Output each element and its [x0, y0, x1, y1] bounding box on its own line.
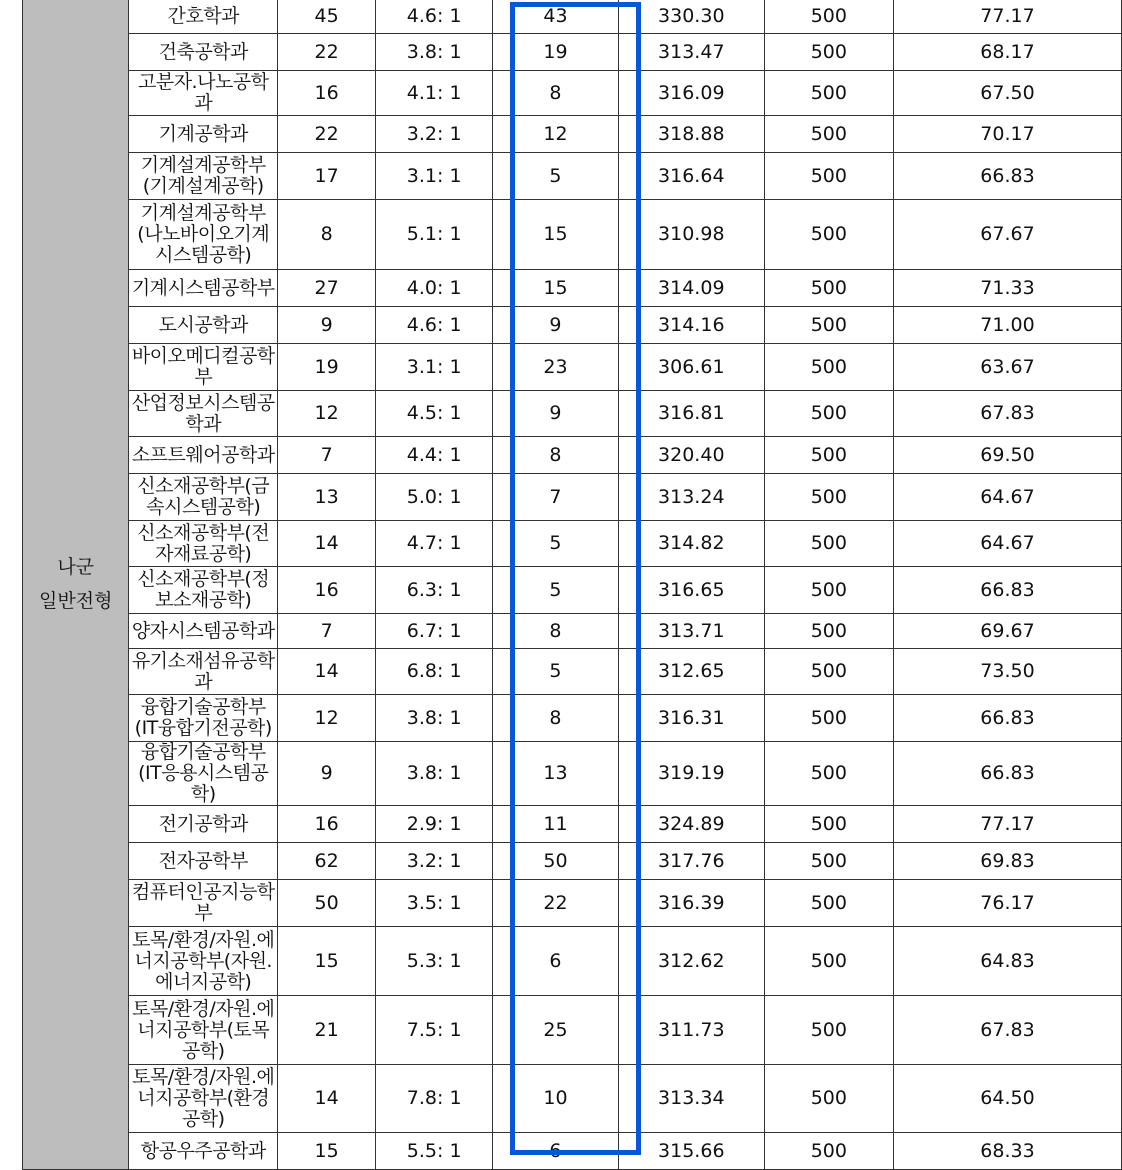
ratio-cell: 3.2: 1 [376, 843, 493, 880]
percent-cell: 66.83 [893, 153, 1121, 200]
table-row [23, 307, 1122, 344]
score-cell: 316.39 [618, 880, 764, 927]
table-row [23, 880, 1122, 927]
waitlist-cell: 50 [493, 843, 619, 880]
percent-cell: 71.00 [893, 307, 1121, 344]
ratio-cell: 4.6: 1 [376, 0, 493, 34]
quota-cell: 9 [278, 307, 376, 344]
score-cell: 312.65 [618, 649, 764, 695]
waitlist-cell: 8 [493, 71, 619, 116]
percent-cell: 67.83 [893, 996, 1121, 1065]
ratio-cell: 6.7: 1 [376, 614, 493, 649]
category-line2: 일반전형 [39, 590, 113, 612]
full-score-cell: 500 [764, 649, 893, 695]
score-cell: 324.89 [618, 806, 764, 843]
table-row [23, 474, 1122, 521]
quota-cell: 16 [278, 806, 376, 843]
full-score-cell: 500 [764, 1065, 893, 1133]
department-cell: 건축공학과 [129, 34, 278, 71]
percent-cell: 64.50 [893, 1065, 1121, 1133]
department-cell: 토목/환경/자원.에너지공학부(토목공학) [129, 996, 278, 1065]
quota-cell: 19 [278, 344, 376, 391]
department-cell: 토목/환경/자원.에너지공학부(자원.에너지공학) [129, 927, 278, 996]
ratio-cell: 3.5: 1 [376, 880, 493, 927]
waitlist-cell: 43 [493, 0, 619, 34]
department-cell: 전자공학부 [129, 843, 278, 880]
quota-cell: 7 [278, 614, 376, 649]
percent-cell: 63.67 [893, 344, 1121, 391]
table-row [23, 996, 1122, 1065]
full-score-cell: 500 [764, 880, 893, 927]
table-row [23, 116, 1122, 153]
score-cell: 316.81 [618, 391, 764, 437]
table-row [23, 34, 1122, 71]
table-row [23, 437, 1122, 474]
ratio-cell: 4.5: 1 [376, 391, 493, 437]
quota-cell: 13 [278, 474, 376, 521]
ratio-cell: 3.1: 1 [376, 153, 493, 200]
quota-cell: 62 [278, 843, 376, 880]
table-row [23, 806, 1122, 843]
quota-cell: 7 [278, 437, 376, 474]
table-row [23, 1065, 1122, 1133]
quota-cell: 16 [278, 567, 376, 614]
table-row [23, 614, 1122, 649]
percent-cell: 67.50 [893, 71, 1121, 116]
full-score-cell: 500 [764, 996, 893, 1065]
ratio-cell: 3.8: 1 [376, 34, 493, 71]
waitlist-cell: 9 [493, 307, 619, 344]
full-score-cell: 500 [764, 742, 893, 806]
percent-cell: 71.33 [893, 270, 1121, 307]
admission-results-table [22, 0, 1122, 1170]
waitlist-cell: 22 [493, 880, 619, 927]
quota-cell: 14 [278, 521, 376, 567]
waitlist-cell: 8 [493, 437, 619, 474]
waitlist-cell: 7 [493, 474, 619, 521]
full-score-cell: 500 [764, 567, 893, 614]
score-cell: 311.73 [618, 996, 764, 1065]
ratio-cell: 4.0: 1 [376, 270, 493, 307]
full-score-cell: 500 [764, 1133, 893, 1170]
ratio-cell: 6.3: 1 [376, 567, 493, 614]
quota-cell: 8 [278, 200, 376, 270]
score-cell: 310.98 [618, 200, 764, 270]
department-cell: 바이오메디컬공학부 [129, 344, 278, 391]
quota-cell: 14 [278, 649, 376, 695]
quota-cell: 27 [278, 270, 376, 307]
score-cell: 314.16 [618, 307, 764, 344]
quota-cell: 14 [278, 1065, 376, 1133]
percent-cell: 64.67 [893, 521, 1121, 567]
department-cell: 융합기술공학부(IT융합기전공학) [129, 695, 278, 742]
full-score-cell: 500 [764, 116, 893, 153]
quota-cell: 9 [278, 742, 376, 806]
score-cell: 313.24 [618, 474, 764, 521]
table-row [23, 344, 1122, 391]
waitlist-cell: 10 [493, 1065, 619, 1133]
score-cell: 316.64 [618, 153, 764, 200]
waitlist-cell: 13 [493, 742, 619, 806]
ratio-cell: 4.6: 1 [376, 307, 493, 344]
waitlist-cell: 9 [493, 391, 619, 437]
department-cell: 신소재공학부(전자재료공학) [129, 521, 278, 567]
ratio-cell: 2.9: 1 [376, 806, 493, 843]
waitlist-cell: 11 [493, 806, 619, 843]
score-cell: 313.47 [618, 34, 764, 71]
percent-cell: 68.17 [893, 34, 1121, 71]
full-score-cell: 500 [764, 200, 893, 270]
full-score-cell: 500 [764, 391, 893, 437]
ratio-cell: 4.4: 1 [376, 437, 493, 474]
score-cell: 316.31 [618, 695, 764, 742]
percent-cell: 76.17 [893, 880, 1121, 927]
table-row [23, 649, 1122, 695]
waitlist-cell: 23 [493, 344, 619, 391]
department-cell: 전기공학과 [129, 806, 278, 843]
quota-cell: 15 [278, 1133, 376, 1170]
ratio-cell: 5.0: 1 [376, 474, 493, 521]
table-row [23, 391, 1122, 437]
full-score-cell: 500 [764, 806, 893, 843]
full-score-cell: 500 [764, 843, 893, 880]
score-cell: 314.82 [618, 521, 764, 567]
quota-cell: 22 [278, 34, 376, 71]
ratio-cell: 4.1: 1 [376, 71, 493, 116]
department-cell: 항공우주공학과 [129, 1133, 278, 1170]
waitlist-cell: 15 [493, 270, 619, 307]
department-cell: 신소재공학부(금속시스템공학) [129, 474, 278, 521]
score-cell: 320.40 [618, 437, 764, 474]
waitlist-cell: 19 [493, 34, 619, 71]
ratio-cell: 7.8: 1 [376, 1065, 493, 1133]
table-row [23, 153, 1122, 200]
waitlist-cell: 6 [493, 1133, 619, 1170]
percent-cell: 66.83 [893, 742, 1121, 806]
percent-cell: 69.50 [893, 437, 1121, 474]
full-score-cell: 500 [764, 474, 893, 521]
department-cell: 신소재공학부(정보소재공학) [129, 567, 278, 614]
department-cell: 고분자.나노공학과 [129, 71, 278, 116]
percent-cell: 69.83 [893, 843, 1121, 880]
percent-cell: 64.67 [893, 474, 1121, 521]
category-cell [23, 0, 129, 1170]
percent-cell: 64.83 [893, 927, 1121, 996]
ratio-cell: 5.5: 1 [376, 1133, 493, 1170]
waitlist-cell: 6 [493, 927, 619, 996]
table-row [23, 927, 1122, 996]
score-cell: 315.66 [618, 1133, 764, 1170]
full-score-cell: 500 [764, 71, 893, 116]
quota-cell: 12 [278, 695, 376, 742]
score-cell: 312.62 [618, 927, 764, 996]
ratio-cell: 3.1: 1 [376, 344, 493, 391]
table-row [23, 567, 1122, 614]
ratio-cell: 3.8: 1 [376, 695, 493, 742]
quota-cell: 50 [278, 880, 376, 927]
quota-cell: 21 [278, 996, 376, 1065]
waitlist-cell: 5 [493, 567, 619, 614]
table-row [23, 843, 1122, 880]
percent-cell: 67.83 [893, 391, 1121, 437]
ratio-cell: 5.3: 1 [376, 927, 493, 996]
percent-cell: 73.50 [893, 649, 1121, 695]
waitlist-cell: 15 [493, 200, 619, 270]
score-cell: 317.76 [618, 843, 764, 880]
full-score-cell: 500 [764, 927, 893, 996]
department-cell: 토목/환경/자원.에너지공학부(환경공학) [129, 1065, 278, 1133]
percent-cell: 66.83 [893, 567, 1121, 614]
full-score-cell: 500 [764, 437, 893, 474]
score-cell: 318.88 [618, 116, 764, 153]
department-cell: 기계설계공학부(기계설계공학) [129, 153, 278, 200]
full-score-cell: 500 [764, 614, 893, 649]
waitlist-cell: 8 [493, 614, 619, 649]
department-cell: 기계공학과 [129, 116, 278, 153]
department-cell: 컴퓨터인공지능학부 [129, 880, 278, 927]
table-row [23, 521, 1122, 567]
percent-cell: 77.17 [893, 806, 1121, 843]
table-row [23, 71, 1122, 116]
department-cell: 산업정보시스템공학과 [129, 391, 278, 437]
full-score-cell: 500 [764, 153, 893, 200]
table-row [23, 1133, 1122, 1170]
waitlist-cell: 8 [493, 695, 619, 742]
department-cell: 기계시스템공학부 [129, 270, 278, 307]
score-cell: 313.71 [618, 614, 764, 649]
full-score-cell: 500 [764, 270, 893, 307]
full-score-cell: 500 [764, 34, 893, 71]
percent-cell: 68.33 [893, 1133, 1121, 1170]
ratio-cell: 5.1: 1 [376, 200, 493, 270]
quota-cell: 12 [278, 391, 376, 437]
department-cell: 도시공학과 [129, 307, 278, 344]
waitlist-cell: 5 [493, 153, 619, 200]
waitlist-cell: 25 [493, 996, 619, 1065]
category-line1: 나군 [57, 556, 95, 578]
department-cell: 간호학과 [129, 0, 278, 34]
score-cell: 316.09 [618, 71, 764, 116]
quota-cell: 16 [278, 71, 376, 116]
ratio-cell: 3.8: 1 [376, 742, 493, 806]
percent-cell: 66.83 [893, 695, 1121, 742]
score-cell: 306.61 [618, 344, 764, 391]
waitlist-cell: 5 [493, 649, 619, 695]
full-score-cell: 500 [764, 695, 893, 742]
quota-cell: 45 [278, 0, 376, 34]
quota-cell: 17 [278, 153, 376, 200]
table-row [23, 742, 1122, 806]
percent-cell: 70.17 [893, 116, 1121, 153]
table-row [23, 695, 1122, 742]
percent-cell: 77.17 [893, 0, 1121, 34]
full-score-cell: 500 [764, 0, 893, 34]
ratio-cell: 3.2: 1 [376, 116, 493, 153]
quota-cell: 15 [278, 927, 376, 996]
department-cell: 기계설계공학부(나노바이오기계시스템공학) [129, 200, 278, 270]
score-cell: 330.30 [618, 0, 764, 34]
department-cell: 양자시스템공학과 [129, 614, 278, 649]
department-cell: 소프트웨어공학과 [129, 437, 278, 474]
ratio-cell: 6.8: 1 [376, 649, 493, 695]
score-cell: 316.65 [618, 567, 764, 614]
waitlist-cell: 5 [493, 521, 619, 567]
percent-cell: 67.67 [893, 200, 1121, 270]
full-score-cell: 500 [764, 307, 893, 344]
ratio-cell: 7.5: 1 [376, 996, 493, 1065]
table-row [23, 270, 1122, 307]
full-score-cell: 500 [764, 521, 893, 567]
quota-cell: 22 [278, 116, 376, 153]
score-cell: 319.19 [618, 742, 764, 806]
full-score-cell: 500 [764, 344, 893, 391]
percent-cell: 69.67 [893, 614, 1121, 649]
department-cell: 유기소재섬유공학과 [129, 649, 278, 695]
table-row [23, 0, 1122, 34]
score-cell: 314.09 [618, 270, 764, 307]
department-cell: 융합기술공학부(IT응용시스템공학) [129, 742, 278, 806]
waitlist-cell: 12 [493, 116, 619, 153]
table-row [23, 200, 1122, 270]
score-cell: 313.34 [618, 1065, 764, 1133]
ratio-cell: 4.7: 1 [376, 521, 493, 567]
